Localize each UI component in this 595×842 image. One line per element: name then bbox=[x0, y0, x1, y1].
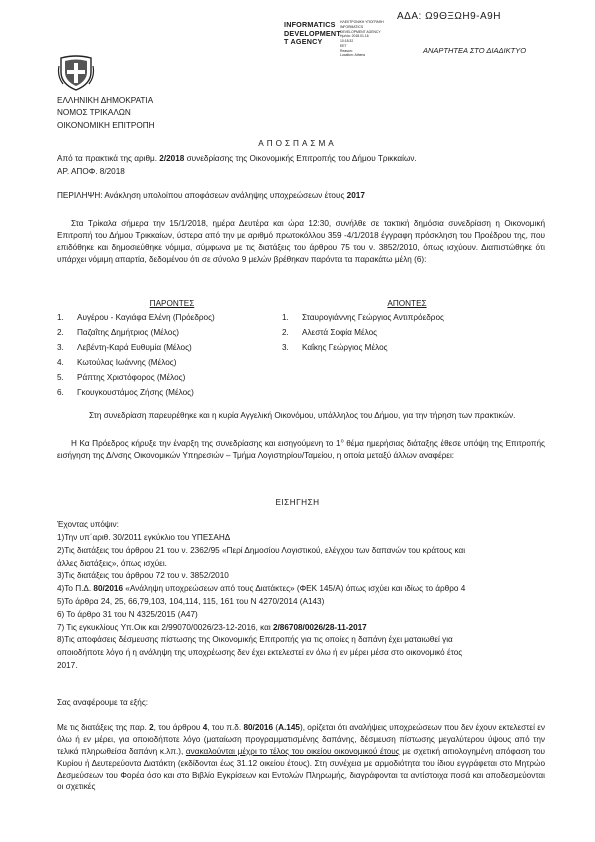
member-name: Παζαΐτης Δημήτριος (Μέλος) bbox=[77, 327, 179, 337]
publish-online-notice: ΑΝΑΡΤΗΤΕΑ ΣΤΟ ΔΙΑΔΙΚΤΥΟ bbox=[423, 46, 527, 55]
member-row: 4. Κωτούλας Ιωάννης (Μέλος) bbox=[57, 357, 177, 367]
list-item: άλλες διατάξεις», όπως ισχύει. bbox=[57, 558, 167, 568]
member-row: 3. Λεβέντη-Καρά Ευθυμία (Μέλος) bbox=[57, 342, 192, 352]
list-item: 3)Τις διατάξεις του άρθρου 72 του ν. 3852/2010 bbox=[57, 571, 229, 581]
list-item: 4)Το Π.Δ. 80/2016 «Ανάληψη υποχρεώσεων από τους Διατάκτες» (ΦΕΚ 145/Α) όπως ισχύει και ιδίως το άρθρο 4 bbox=[57, 584, 466, 594]
member-name: Γκουγκουστάμος Ζήσης (Μέλος) bbox=[77, 387, 194, 397]
list-item: 6) Το άρθρο 31 του Ν 4325/2015 (Α47) bbox=[57, 609, 198, 619]
member-row: 2. Αλεστά Σοφία Μέλος bbox=[282, 327, 378, 337]
document-title: ΑΠΟΣΠΑΣΜΑ bbox=[258, 139, 337, 148]
report-title: ΕΙΣΗΓΗΣΗ bbox=[275, 498, 320, 507]
underlined-deadline: ανακαλούνται μέχρι το τέλος του οικείου οικονομικού έτους bbox=[185, 746, 400, 756]
signature-detail-line: DEVELOPMENT AGENCY bbox=[340, 29, 381, 34]
list-item: 2)Τις διατάξεις του άρθρου 21 του ν. 2362/95 «Περί Δημοσίου Λογιστικού, ελέγχου των δαπανών του κράτους και bbox=[57, 545, 466, 555]
inform-label: Σας αναφέρουμε τα εξής: bbox=[57, 698, 149, 707]
list-item: 2017. bbox=[57, 660, 78, 670]
agency-line: DEVELOPMENT bbox=[284, 28, 341, 38]
list-item: 5)Το άρθρα 24, 25, 66,79,103, 104,114, 115, 161 του Ν 4270/2014 (Α143) bbox=[57, 596, 325, 606]
member-row: 5. Ράπτης Χριστόφορος (Μέλος) bbox=[57, 372, 186, 382]
authority-line: ΝΟΜΟΣ ΤΡΙΚΑΛΩΝ bbox=[57, 108, 131, 118]
chair-paragraph: Η Κα Πρόεδρος κήρυξε την έναρξη της συνεδρίασης και εισηγούμενη το $1^o$ θέμα ημερήσιας διάταξης έθεσε υπόψη της Επιτροπής εισήγηση της Δ/νσης Οικονομικών Υπηρεσιών – Τμήμα Λογιστηρίου/Ταμείου, η οποία μεταξύ άλλων αναφέρει: bbox=[57, 438, 545, 460]
minutes-text: Από τα πρακτικά της αριθμ. bbox=[57, 154, 160, 163]
legal-basis-list bbox=[57, 532, 547, 673]
hellenic-republic-coat-of-arms-icon bbox=[57, 52, 95, 92]
signature-detail-line: INFORMATICS bbox=[340, 24, 364, 29]
member-row: 2. Παζαΐτης Δημήτριος (Μέλος) bbox=[57, 327, 179, 337]
signature-detail-line: Location: Athens bbox=[340, 53, 366, 58]
absent-title: ΑΠΟΝΤΕΣ bbox=[387, 299, 427, 308]
list-item: οποιοδήποτε λόγο ή η ανάληψη της υποχρέωσης δεν έχει εκτελεστεί εν όλω ή εν μέρει μέσα στο οικονομικό έτος bbox=[57, 648, 463, 658]
digital-signature-details bbox=[340, 20, 400, 58]
considering-label: Έχοντας υπόψιν: bbox=[57, 520, 119, 529]
issuing-authority bbox=[57, 95, 155, 132]
list-item: 7) Τις εγκυκλίους Υπ.Οικ και 2/99070/0026/23-12-2016, και 2/86708/0026/28-11-2017 bbox=[57, 622, 367, 632]
list-item: 1)Την υπ΄αριθ. 30/2011 εγκύκλιο του ΥΠΕΣΑΗΔ bbox=[57, 533, 231, 542]
member-name: Αυγέρου - Καγιάφα Ελένη (Πρόεδρος) bbox=[77, 312, 215, 322]
signature-detail-line: Ημ/νία: 2018.01.16 bbox=[340, 34, 369, 39]
absent-members bbox=[282, 298, 532, 357]
member-name: Λεβέντη-Καρά Ευθυμία (Μέλος) bbox=[77, 342, 192, 352]
signature-detail-line: ΗΛΕΚΤΡΟΝΙΚΗ ΥΠΟΓΡΑΦΗ bbox=[340, 20, 384, 24]
member-name: Κωτούλας Ιωάννης (Μέλος) bbox=[77, 357, 177, 367]
signature-detail-line: Reason: bbox=[340, 48, 353, 53]
member-name: Αλεστά Σοφία Μέλος bbox=[302, 327, 378, 337]
summary bbox=[57, 190, 545, 202]
intro-paragraph: Στα Τρίκαλα σήμερα την 15/1/2018, ημέρα Δευτέρα και ώρα 12:30, συνήλθε σε τακτική δημόσια συνεδρίαση η Οικονομική Επιτροπή του Δήμου Τρικκαίων, ύστερα από την με αριθμό πρωτοκόλλου 359 -4/1/2018 έγγραφη πρόσκληση του Προέδρου της, που επιδόθηκε και δημοσιεύθηκε νόμιμα, σύμφωνα με τις διατάξεις του άρθρου 75 του ν. 3852/2010, όπως ισχύουν. Διαπιστώθηκε ότι υπάρχει νόμιμη απαρτία, δεδομένου ότι σε σύνολο 9 μελών βρέθηκαν παρόντα τα παρακάτω μέλη (6): bbox=[57, 219, 545, 264]
member-name: Ράπτης Χριστόφορος (Μέλος) bbox=[77, 372, 186, 382]
attendance-note: Στη συνεδρίαση παρευρέθηκε και η κυρία Αγγελική Οικονόμου, υπάλληλος του Δήμου, για την τήρηση των πρακτικών. bbox=[89, 411, 516, 420]
member-name: Καΐκης Γεώργιος Μέλος bbox=[302, 342, 388, 352]
list-item: 8)Τις αποφάσεις δέσμευσης πίστωσης της Οικονομικής Επιτροπής για τις οποίες η δαπάνη έχει ματαιωθεί για bbox=[57, 635, 453, 645]
decision-number: ΑΡ. ΑΠΟΦ. 8/2018 bbox=[57, 167, 125, 176]
signature-detail-line: EET bbox=[340, 43, 347, 48]
summary-year: 2017 bbox=[346, 191, 365, 200]
authority-line: ΟΙΚΟΝΟΜΙΚΗ ΕΠΙΤΡΟΠΗ bbox=[57, 120, 155, 130]
agency-line: INFORMATICS bbox=[284, 20, 336, 29]
present-title: ΠΑΡΟΝΤΕΣ bbox=[149, 299, 195, 308]
final-paragraph: Με τις διατάξεις της παρ. 2, του άρθρου 4, του π.δ. 80/2016 (Α.145), ορίζεται ότι αναλήψεις υποχρεώσεων που δεν έχουν εκτελεστεί εν όλω ή εν μέρει, για οποιοδήποτε λόγο (ματαίωση προγραμματισμένης δαπάνης, δέσμευση πίστωσης μεγαλύτερου ύψους από την τελικά πληρωθείσα δαπάνη κ.λπ.), ανακαλούνται μέχρι το τέλος του οικείου οικονομικού έτους με σχετική αιτιολογημένη απόφαση του Κυρίου ή Δευτερεύοντα Διατάκτη (εκδίδονται έως 31.12 οικείου έτους). Στη συνέχεια με αρμοδιότητα του ίδιου εγγράφεται στο Μητρώο Δεσμεύσεων του Φορέα όσο και στο Βιβλίο Εγκρίσεων και Εντολών Πληρωμής, διαγράφονται τα αντίστοιχα ποσά και αποδεσμεύονται οι σχετικές bbox=[57, 723, 545, 792]
member-row: 1. Αυγέρου - Καγιάφα Ελένη (Πρόεδρος) bbox=[57, 312, 215, 322]
member-name: Σταυρογιάννης Γεώργιος Αντιπρόεδρος bbox=[302, 312, 444, 322]
member-row: 6. Γκουγκουστάμος Ζήσης (Μέλος) bbox=[57, 387, 194, 397]
signature-detail-line: 10:18:32 bbox=[340, 39, 354, 44]
minutes-text: συνεδρίασης της Οικονομικής Επιτροπής του Δήμου Τρικκαίων. bbox=[184, 154, 417, 163]
authority-line: ΕΛΛΗΝΙΚΗ ΔΗΜΟΚΡΑΤΙΑ bbox=[57, 96, 154, 105]
minutes-reference bbox=[57, 153, 545, 165]
agency-line: T AGENCY bbox=[284, 37, 323, 47]
signature-agency-block bbox=[284, 21, 341, 47]
ada-code: ΑΔΑ: Ω9ΘΞΩΗ9-Α9Η bbox=[397, 11, 501, 22]
member-row: 3. Καΐκης Γεώργιος Μέλος bbox=[282, 342, 388, 352]
member-row: 1. Σταυρογιάννης Γεώργιος Αντιπρόεδρος bbox=[282, 312, 444, 322]
present-members bbox=[57, 298, 287, 402]
summary-text: ΠΕΡΙΛΗΨΗ: Ανάκληση υπολοίπου αποφάσεων ανάληψης υποχρεώσεων έτους bbox=[57, 191, 347, 200]
minutes-number: 2/2018 bbox=[159, 154, 185, 163]
